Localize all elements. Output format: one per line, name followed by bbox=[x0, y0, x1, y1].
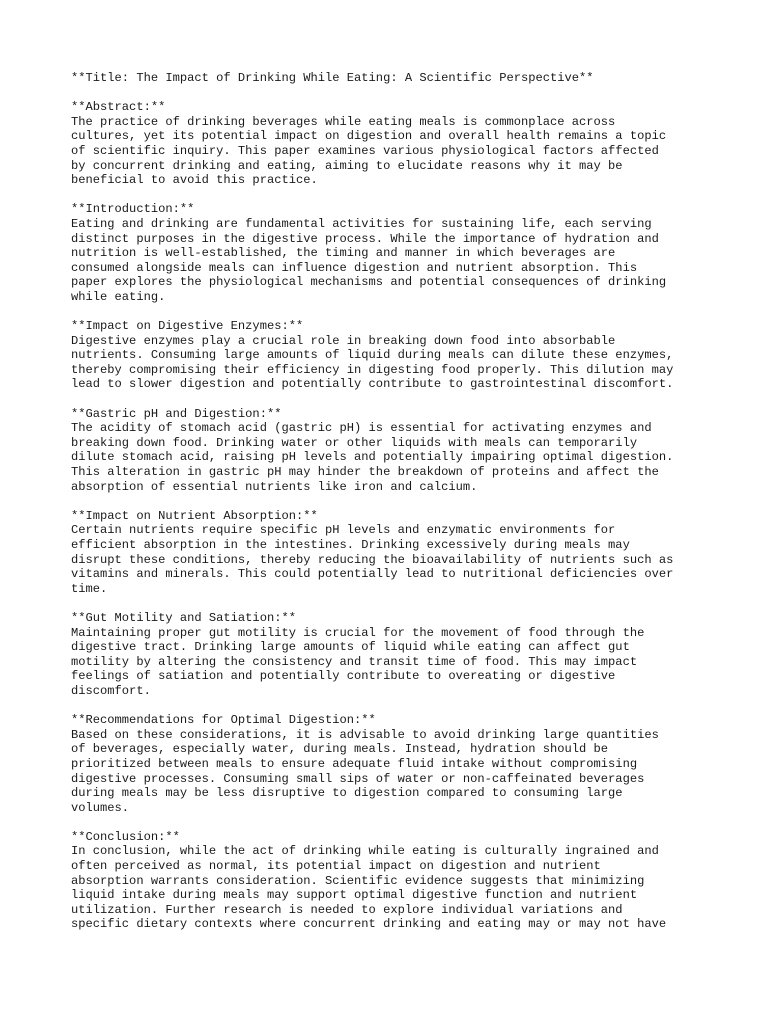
section-heading: **Impact on Nutrient Absorption:** bbox=[71, 508, 318, 523]
section-digestive-enzymes bbox=[71, 319, 711, 392]
document-page bbox=[71, 71, 711, 947]
section-text: The practice of drinking beverages while eating meals is commonplace across cultures, yet its potential impact on digestion and overall health remains a topic of scientific inquiry. This paper examines various physiological factors affected by concurrent drinking and eating, aiming to elucidate reasons why it may be beneficial to avoid this practice. bbox=[71, 114, 667, 188]
section-gut-motility bbox=[71, 611, 711, 699]
section-gastric-ph bbox=[71, 407, 711, 495]
section-text: Eating and drinking are fundamental activities for sustaining life, each serving distinct purposes in the digestive process. While the importance of hydration and nutrition is well-established, the timing and manner in which beverages are consumed alongside meals can influence digestion and nutrient absorption. This paper explores the physiological mechanisms and potential consequences of drinking while eating. bbox=[71, 216, 667, 304]
section-introduction bbox=[71, 202, 711, 304]
document-title: **Title: The Impact of Drinking While Eating: A Scientific Perspective** bbox=[71, 71, 594, 85]
section-text: The acidity of stomach acid (gastric pH) is essential for activating enzymes and breaking down food. Drinking water or other liquids with meals can temporarily dilute stomach acid, raising pH levels and potentially impairing optimal digestion. This alteration in gastric pH may hinder the breakdown of proteins and affect the absorption of essential nutrients like iron and calcium. bbox=[71, 421, 674, 494]
section-heading: **Impact on Digestive Enzymes:** bbox=[71, 319, 304, 334]
section-recommendations bbox=[71, 713, 711, 815]
section-nutrient-absorption bbox=[71, 509, 711, 597]
section-abstract bbox=[71, 100, 711, 188]
section-heading: **Abstract:** bbox=[71, 100, 166, 115]
section-text: Maintaining proper gut motility is crucial for the movement of food through the digestive tract. Drinking large amounts of liquid while eating can affect gut motility by altering the consistency and transit time of food. This may impact feelings of satiation and potentially contribute to overeating or digestive discomfort. bbox=[71, 625, 645, 698]
section-conclusion bbox=[71, 830, 711, 932]
section-heading: **Recommendations for Optimal Digestion:** bbox=[71, 713, 376, 728]
section-heading: **Introduction:** bbox=[71, 202, 195, 217]
section-text: Certain nutrients require specific pH levels and enzymatic environments for efficient absorption in the intestines. Drinking excessively during meals may disrupt these conditions, thereby reducing the bioavailability of nutrients such as vitamins and minerals. This could potentially lead to nutritional deficiencies over time. bbox=[71, 523, 674, 596]
section-text: Based on these considerations, it is advisable to avoid drinking large quantities of beverages, especially water, during meals. Instead, hydration should be prioritized between meals to ensure adequate fluid intake without compromising digestive processes. Consuming small sips of water or non-caffeinated beverages during meals may be less disruptive to digestion compared to consuming large volumes. bbox=[71, 727, 659, 815]
section-text: Digestive enzymes play a crucial role in breaking down food into absorbable nutrients. Consuming large amounts of liquid during meals can dilute these enzymes, thereby compromising their efficiency in digesting food properly. This dilution may lead to slower digestion and potentially contribute to gastrointestinal discomfort. bbox=[71, 333, 674, 392]
section-heading: **Gut Motility and Satiation:** bbox=[71, 610, 296, 625]
section-heading: **Gastric pH and Digestion:** bbox=[71, 406, 282, 421]
section-heading: **Conclusion:** bbox=[71, 829, 180, 844]
section-text: In conclusion, while the act of drinking while eating is culturally ingrained and often perceived as normal, its potential impact on digestion and nutrient absorption warrants consideration. Scientific evidence suggests that minimizing liquid intake during meals may support optimal digestive function and nutrient utilization. Further research is needed to explore individual variations and specific dietary contexts where concurrent drinking and eating may or may not have bbox=[71, 844, 667, 932]
